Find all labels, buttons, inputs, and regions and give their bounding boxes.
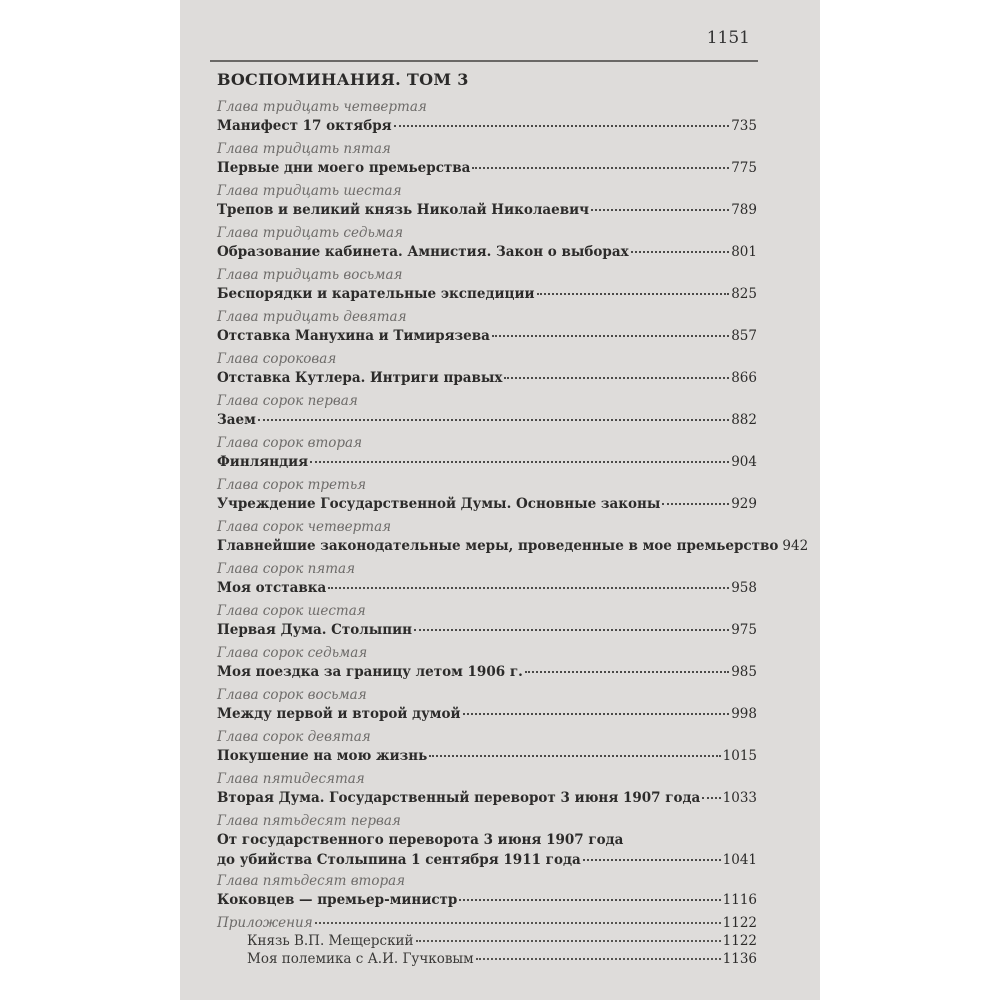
toc-entry <box>217 140 757 182</box>
toc-entry <box>217 872 757 914</box>
dot-leader <box>591 208 729 211</box>
chapter-title: Моя отставка <box>217 580 327 596</box>
page-ref: 801 <box>731 244 757 260</box>
toc-entry <box>217 224 757 266</box>
dot-leader <box>492 334 729 337</box>
dot-leader <box>416 939 721 942</box>
dot-leader <box>702 796 720 799</box>
dot-leader <box>328 586 729 589</box>
toc-line <box>217 368 757 388</box>
page-ref: 882 <box>731 412 757 428</box>
chapter-label: Глава тридцать восьмая <box>217 267 403 283</box>
page-ref: 1122 <box>722 933 757 949</box>
dot-leader <box>310 460 729 463</box>
chapter-title: Трепов и великий князь Николай Николаевич <box>217 202 589 218</box>
toc-entry <box>217 98 757 140</box>
chapter-label: Глава сороковая <box>217 351 337 367</box>
chapter-title: Покушение на мою жизнь <box>217 748 428 764</box>
toc-line <box>217 850 757 870</box>
toc-entry <box>217 266 757 308</box>
dot-leader <box>525 670 729 673</box>
toc-line <box>217 662 757 682</box>
toc-entry <box>217 518 809 560</box>
header-rule <box>210 60 758 62</box>
toc-line <box>217 452 757 472</box>
toc-entry <box>217 602 757 644</box>
dot-leader <box>537 292 730 295</box>
dot-leader <box>662 502 729 505</box>
page-ref: 929 <box>731 496 757 512</box>
chapter-label: Глава пятьдесят первая <box>217 813 401 829</box>
chapter-label: Глава сорок шестая <box>217 603 366 619</box>
chapter-title: Первые дни моего премьерства <box>217 160 471 176</box>
toc-entry <box>217 434 757 476</box>
page-ref: 1136 <box>722 951 757 967</box>
appendix-section <box>217 914 757 968</box>
toc-entry <box>217 560 757 602</box>
toc-line <box>217 620 757 640</box>
page-ref: 857 <box>731 328 757 344</box>
toc-line <box>217 116 757 136</box>
chapter-title: Главнейшие законодательные меры, проведенные в мое премьерство <box>217 538 779 554</box>
chapter-title: Коковцев — премьер-министр <box>217 892 458 908</box>
page-ref: 1041 <box>722 852 757 868</box>
appendix-item <box>217 932 757 950</box>
toc-line <box>217 788 757 808</box>
chapter-label: Глава тридцать девятая <box>217 309 407 325</box>
page-ref: 775 <box>731 160 757 176</box>
page-ref: 942 <box>782 538 809 554</box>
toc-line <box>217 326 757 346</box>
appendix-heading-line <box>217 914 757 932</box>
toc-entry <box>217 728 757 770</box>
toc-entry <box>217 644 757 686</box>
dot-leader <box>472 166 729 169</box>
toc-entry <box>217 392 757 434</box>
toc-line <box>217 704 757 724</box>
chapter-title: Первая Дума. Столыпин <box>217 622 413 638</box>
chapter-label: Глава сорок пятая <box>217 561 356 577</box>
toc-entry <box>217 350 757 392</box>
chapter-label: Глава пятидесятая <box>217 771 365 787</box>
dot-leader <box>258 418 729 421</box>
dot-leader <box>315 921 721 924</box>
toc-line <box>217 578 757 598</box>
chapter-label: Глава сорок седьмая <box>217 645 368 661</box>
chapter-label: Глава тридцать седьмая <box>217 225 404 241</box>
page-ref: 1116 <box>722 892 757 908</box>
chapter-title: Отставка Манухина и Тимирязева <box>217 328 490 344</box>
page-ref: 1015 <box>722 748 757 764</box>
dot-leader <box>463 712 730 715</box>
dot-leader <box>631 250 730 253</box>
chapter-label: Глава сорок восьмая <box>217 687 367 703</box>
chapter-title: до убийства Столыпина 1 сентября 1911 года <box>217 852 581 868</box>
page-ref: 866 <box>731 370 757 386</box>
dot-leader <box>583 858 721 861</box>
toc-line <box>217 242 757 262</box>
chapter-title: Заем <box>217 412 256 428</box>
chapter-title-line1: От государственного переворота 3 июня 1907 года <box>217 832 624 848</box>
toc-line <box>217 890 757 910</box>
chapter-title: Манифест 17 октября <box>217 118 392 134</box>
book-page <box>180 0 820 1000</box>
toc-line <box>217 158 757 178</box>
page-ref: 1033 <box>722 790 757 806</box>
dot-leader <box>476 957 721 960</box>
dot-leader <box>414 628 729 631</box>
page-ref: 789 <box>731 202 757 218</box>
dot-leader <box>394 124 730 127</box>
toc-entry <box>217 812 757 872</box>
dot-leader <box>459 898 720 901</box>
appendix-item-title: Моя полемика с А.И. Гучковым <box>247 951 474 967</box>
chapter-title: Учреждение Государственной Думы. Основные законы <box>217 496 661 512</box>
toc-line <box>217 536 809 556</box>
page-ref: 958 <box>731 580 757 596</box>
toc-entry <box>217 308 757 350</box>
volume-heading: ВОСПОМИНАНИЯ. ТОМ 3 <box>217 70 469 89</box>
toc-entry <box>217 770 757 812</box>
chapter-label: Глава тридцать шестая <box>217 183 402 199</box>
chapter-label: Глава сорок четвертая <box>217 519 392 535</box>
appendix-title: Приложения <box>217 915 313 931</box>
chapter-title: Финляндия <box>217 454 309 470</box>
toc-line <box>217 746 757 766</box>
chapter-label: Глава тридцать пятая <box>217 141 391 157</box>
chapter-title: Между первой и второй думой <box>217 706 461 722</box>
toc-entry <box>217 476 757 518</box>
page-ref: 825 <box>731 286 757 302</box>
toc-line <box>217 284 757 304</box>
page-ref: 904 <box>731 454 757 470</box>
chapter-title: Беспорядки и карательные экспедиции <box>217 286 535 302</box>
chapter-title: Образование кабинета. Амнистия. Закон о выборах <box>217 244 629 260</box>
chapter-title: Вторая Дума. Государственный переворот 3 июня 1907 года <box>217 790 701 806</box>
chapter-label: Глава пятьдесят вторая <box>217 873 406 889</box>
dot-leader <box>504 376 729 379</box>
appendix-item <box>217 950 757 968</box>
page-ref: 735 <box>731 118 757 134</box>
toc-line <box>217 200 757 220</box>
table-of-contents <box>217 98 809 968</box>
chapter-label: Глава тридцать четвертая <box>217 99 427 115</box>
chapter-title: Моя поездка за границу летом 1906 г. <box>217 664 523 680</box>
page-number: 1151 <box>706 28 750 48</box>
page-ref: 998 <box>731 706 757 722</box>
toc-entry <box>217 686 757 728</box>
toc-line <box>217 494 757 514</box>
page-ref: 975 <box>731 622 757 638</box>
chapter-title: Отставка Кутлера. Интриги правых <box>217 370 503 386</box>
page-ref: 985 <box>731 664 757 680</box>
dot-leader <box>429 754 720 757</box>
toc-entry <box>217 182 757 224</box>
toc-line <box>217 410 757 430</box>
appendix-item-title: Князь В.П. Мещерский <box>247 933 414 949</box>
page-ref: 1122 <box>722 915 757 931</box>
chapter-label: Глава сорок первая <box>217 393 358 409</box>
chapter-label: Глава сорок девятая <box>217 729 371 745</box>
chapter-label: Глава сорок третья <box>217 477 367 493</box>
chapter-label: Глава сорок вторая <box>217 435 363 451</box>
